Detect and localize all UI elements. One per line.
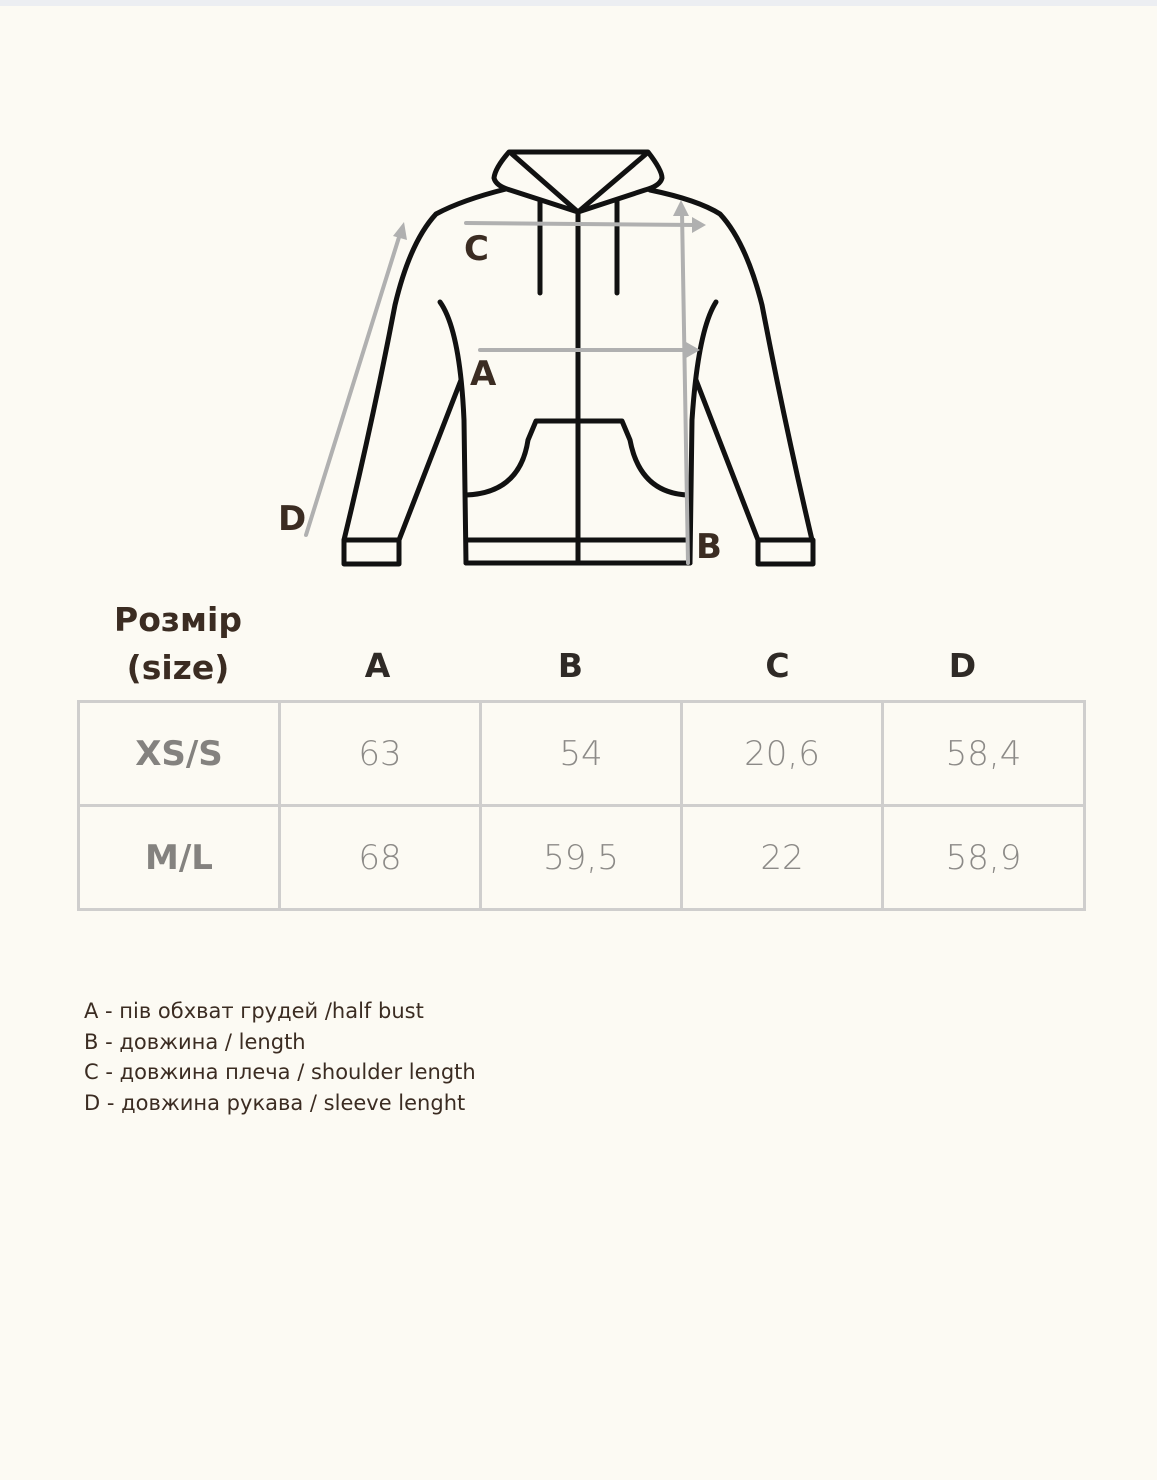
column-header-d: D (948, 646, 977, 685)
column-header-a: A (364, 646, 391, 685)
diagram-label-a: A (470, 354, 497, 394)
right-sleeve-inner (696, 380, 758, 540)
value-cell: 20,6 (682, 702, 883, 806)
left-sleeve-inner (399, 380, 461, 540)
column-header-b: B (557, 646, 584, 685)
value-cell: 54 (481, 702, 682, 806)
size-cell: M/L (79, 806, 280, 910)
size-title-line2: (size) (126, 648, 230, 687)
table-row (79, 702, 1085, 806)
hoodie-outline-icon (0, 0, 1157, 600)
legend-item-c: C - довжина плеча / shoulder length (84, 1060, 476, 1084)
legend-item-d: D - довжина рукава / sleeve lenght (84, 1090, 466, 1115)
measure-b-arrow (673, 200, 689, 216)
right-sleeve-outer (650, 190, 812, 540)
diagram-label-d: D (278, 499, 307, 539)
value-cell: 63 (280, 702, 481, 806)
diagram-label-b: B (696, 527, 722, 567)
table-row (79, 806, 1085, 910)
measure-d-arrow (393, 222, 407, 240)
size-cell: XS/S (79, 702, 280, 806)
right-body-side (690, 302, 716, 563)
value-cell: 22 (682, 806, 883, 910)
size-column-title (80, 596, 276, 692)
value-cell: 58,9 (883, 806, 1085, 910)
legend (84, 996, 476, 1118)
size-table (77, 700, 1086, 911)
diagram-label-c: C (464, 229, 489, 269)
measure-c-line (466, 223, 696, 225)
measure-b-line (682, 212, 688, 563)
right-cuff (758, 540, 813, 564)
left-cuff (344, 540, 399, 564)
column-header-c: C (765, 646, 790, 685)
size-title-line1: Розмір (114, 600, 242, 639)
measure-d-line (306, 234, 400, 535)
measure-c-arrow (692, 217, 706, 233)
left-body-side (440, 302, 466, 563)
value-cell: 58,4 (883, 702, 1085, 806)
legend-item-b: B - довжина / length (84, 1029, 306, 1054)
legend-item-a: A - пів обхват грудей /half bust (84, 999, 424, 1023)
value-cell: 68 (280, 806, 481, 910)
hood-inner (512, 154, 646, 212)
value-cell: 59,5 (481, 806, 682, 910)
